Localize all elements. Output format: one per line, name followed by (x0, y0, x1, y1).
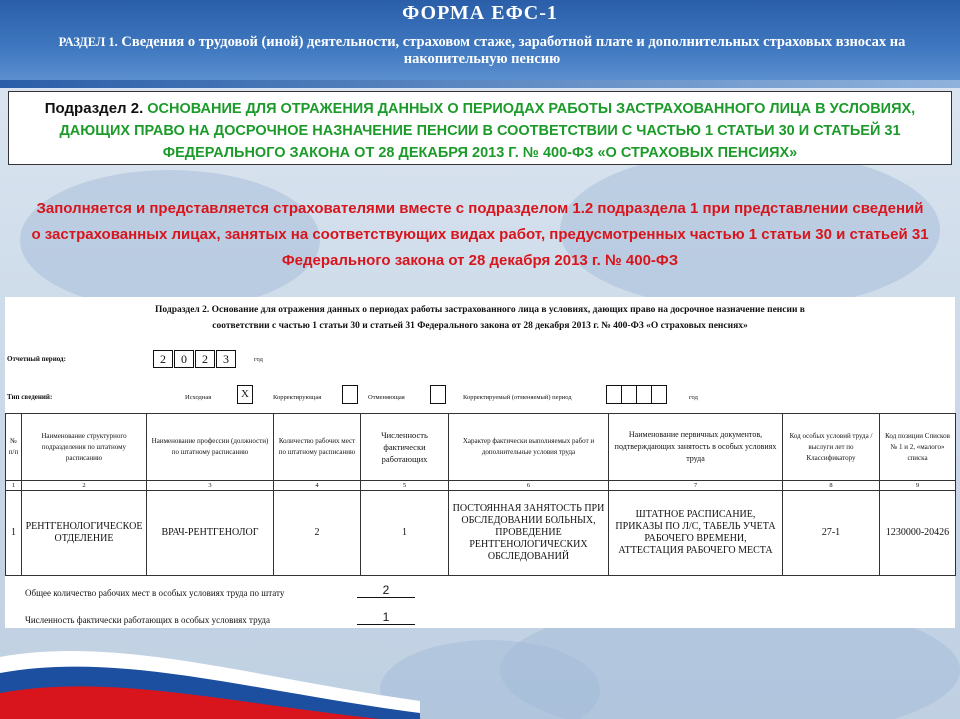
form-panel-title (45, 302, 915, 334)
type-cancelling-label: Отменяющая (368, 394, 405, 401)
col-number-5: 5 (361, 481, 449, 491)
type-initial-checkbox[interactable]: X (237, 385, 253, 404)
row-documents[interactable]: ШТАТНОЕ РАСПИСАНИЕ, ПРИКАЗЫ ПО Л/С, ТАБЕЛЬ УЧЕТА РАБОЧЕГО ВРЕМЕНИ, АТТЕСТАЦИЯ РАБОЧЕГО МЕСТА (609, 491, 783, 576)
col-number-7: 7 (609, 481, 783, 491)
period-label: Отчетный период: (7, 355, 66, 363)
flag-ribbon (0, 639, 420, 719)
row-position[interactable]: ВРАЧ-РЕНТГЕНОЛОГ (147, 491, 274, 576)
row-list-code[interactable]: 1230000-20426 (880, 491, 956, 576)
corrected-period-label: Корректируемый (отменяемый) период (463, 394, 572, 401)
col-header-7: Наименование первичных документов, подтверждающих занятость в особых условиях труда (609, 414, 783, 481)
col-header-2: Наименование структурного подразделения по штатному расписанию (22, 414, 147, 481)
subsection-lead: Подраздел 2. (44, 100, 144, 117)
type-label: Тип сведений: (7, 393, 53, 401)
total-workers-label: Численность фактически работающих в особых условиях труда (25, 615, 270, 625)
col-header-8: Код особых условий труда / выслуги лет по Классификатору (783, 414, 880, 481)
column-number-row (6, 481, 956, 491)
col-number-6: 6 (449, 481, 609, 491)
corrected-year-box-1[interactable] (606, 385, 622, 404)
flag-ribbon-graphic (0, 639, 420, 719)
col-header-3: Наименование профессии (должности) по штатному расписанию (147, 414, 274, 481)
subsection-box (8, 91, 952, 165)
form-title-line-2: соответствии с частью 1 статьи 30 и статьей 31 Федерального закона от 28 декабря 2013 г. № 400-ФЗ «О страховых пенсиях» (212, 321, 748, 331)
col-number-4: 4 (274, 481, 361, 491)
header-band (0, 80, 960, 88)
col-header-9: Код позиции Списков № 1 и 2, «малого» списка (880, 414, 956, 481)
col-number-9: 9 (880, 481, 956, 491)
col-header-6: Характер фактически выполняемых работ и дополнительные условия труда (449, 414, 609, 481)
row-work-type[interactable]: ПОСТОЯННАЯ ЗАНЯТОСТЬ ПРИ ОБСЛЕДОВАНИИ БОЛЬНЫХ, ПРОВЕДЕНИЕ РЕНТГЕНОЛОГИЧЕСКИХ ОБСЛЕДОВАНИЙ (449, 491, 609, 576)
periods-table (5, 413, 956, 576)
col-number-1: 1 (6, 481, 22, 491)
year-digit-4[interactable]: 3 (216, 350, 236, 368)
col-number-2: 2 (22, 481, 147, 491)
notice-text: Заполняется и представляется страхователями вместе с подразделом 1.2 подраздела 1 при представлении сведений о застрахованных лицах, занятых на соответствующих видах работ, предусмотренных частью 1 статьи 30 и статьей 31 Федерального закона от 28 декабря 2013 г. № 400-ФЗ (31, 200, 929, 269)
total-places-label: Общее количество рабочих мест в особых условиях труда по штату (25, 588, 285, 598)
form-title-line-1: Подраздел 2. Основание для отражения данных о периодах работы застрахованного лица в условиях, дающих право на досрочное назначение пенсии в (155, 305, 805, 315)
type-correcting-label: Корректирующая (273, 394, 322, 401)
type-correcting-checkbox[interactable] (342, 385, 358, 404)
col-number-3: 3 (147, 481, 274, 491)
subsection-text: ОСНОВАНИЕ ДЛЯ ОТРАЖЕНИЯ ДАННЫХ О ПЕРИОДАХ РАБОТЫ ЗАСТРАХОВАННОГО ЛИЦА В УСЛОВИЯХ, ДАЮЩИХ ПРАВО НА ДОСРОЧНОЕ НАЗНАЧЕНИЕ ПЕНСИИ В СООТВЕТСТВИИ С ЧАСТЬЮ 1 СТАТЬИ 30 И СТАТЬЕЙ 31 ФЕДЕРАЛЬНОГО ЗАКОНА ОТ 28 ДЕКАБРЯ 2013 Г. № 400-ФЗ «О СТРАХОВЫХ ПЕНСИЯХ» (59, 101, 916, 161)
corrected-year-suffix: год (689, 394, 698, 401)
corrected-year-box-3[interactable] (636, 385, 652, 404)
col-number-8: 8 (783, 481, 880, 491)
total-workers-value[interactable]: 1 (357, 610, 415, 625)
corrected-year-box-2[interactable] (621, 385, 637, 404)
slide-header (0, 0, 960, 80)
row-unit[interactable]: РЕНТГЕНОЛОГИЧЕСКОЕ ОТДЕЛЕНИЕ (22, 491, 147, 576)
section-lead: РАЗДЕЛ 1. (58, 35, 118, 49)
year-digit-2[interactable]: 0 (174, 350, 194, 368)
type-initial-label: Исходная (185, 394, 212, 401)
type-cancelling-checkbox[interactable] (430, 385, 446, 404)
form-panel (5, 297, 955, 628)
row-places[interactable]: 2 (274, 491, 361, 576)
form-title: ФОРМА ЕФС-1 (402, 2, 558, 24)
row-number[interactable]: 1 (6, 491, 22, 576)
year-digit-1[interactable]: 2 (153, 350, 173, 368)
table-header-row (6, 414, 956, 481)
year-suffix: год (254, 356, 263, 363)
row-condition-code[interactable]: 27-1 (783, 491, 880, 576)
section-heading (22, 34, 942, 68)
col-header-4: Количество рабочих мест по штатному расписанию (274, 414, 361, 481)
year-digit-3[interactable]: 2 (195, 350, 215, 368)
section-text: Сведения о трудовой (иной) деятельности, страховом стаже, заработной плате и дополнительных страховых взносах на накопительную пенсию (121, 34, 906, 67)
col-header-5: Численность фактически работающих (361, 414, 449, 481)
total-places-value[interactable]: 2 (357, 583, 415, 598)
table-row (6, 491, 956, 576)
corrected-year-box-4[interactable] (651, 385, 667, 404)
col-header-1: № п/п (6, 414, 22, 481)
row-workers[interactable]: 1 (361, 491, 449, 576)
